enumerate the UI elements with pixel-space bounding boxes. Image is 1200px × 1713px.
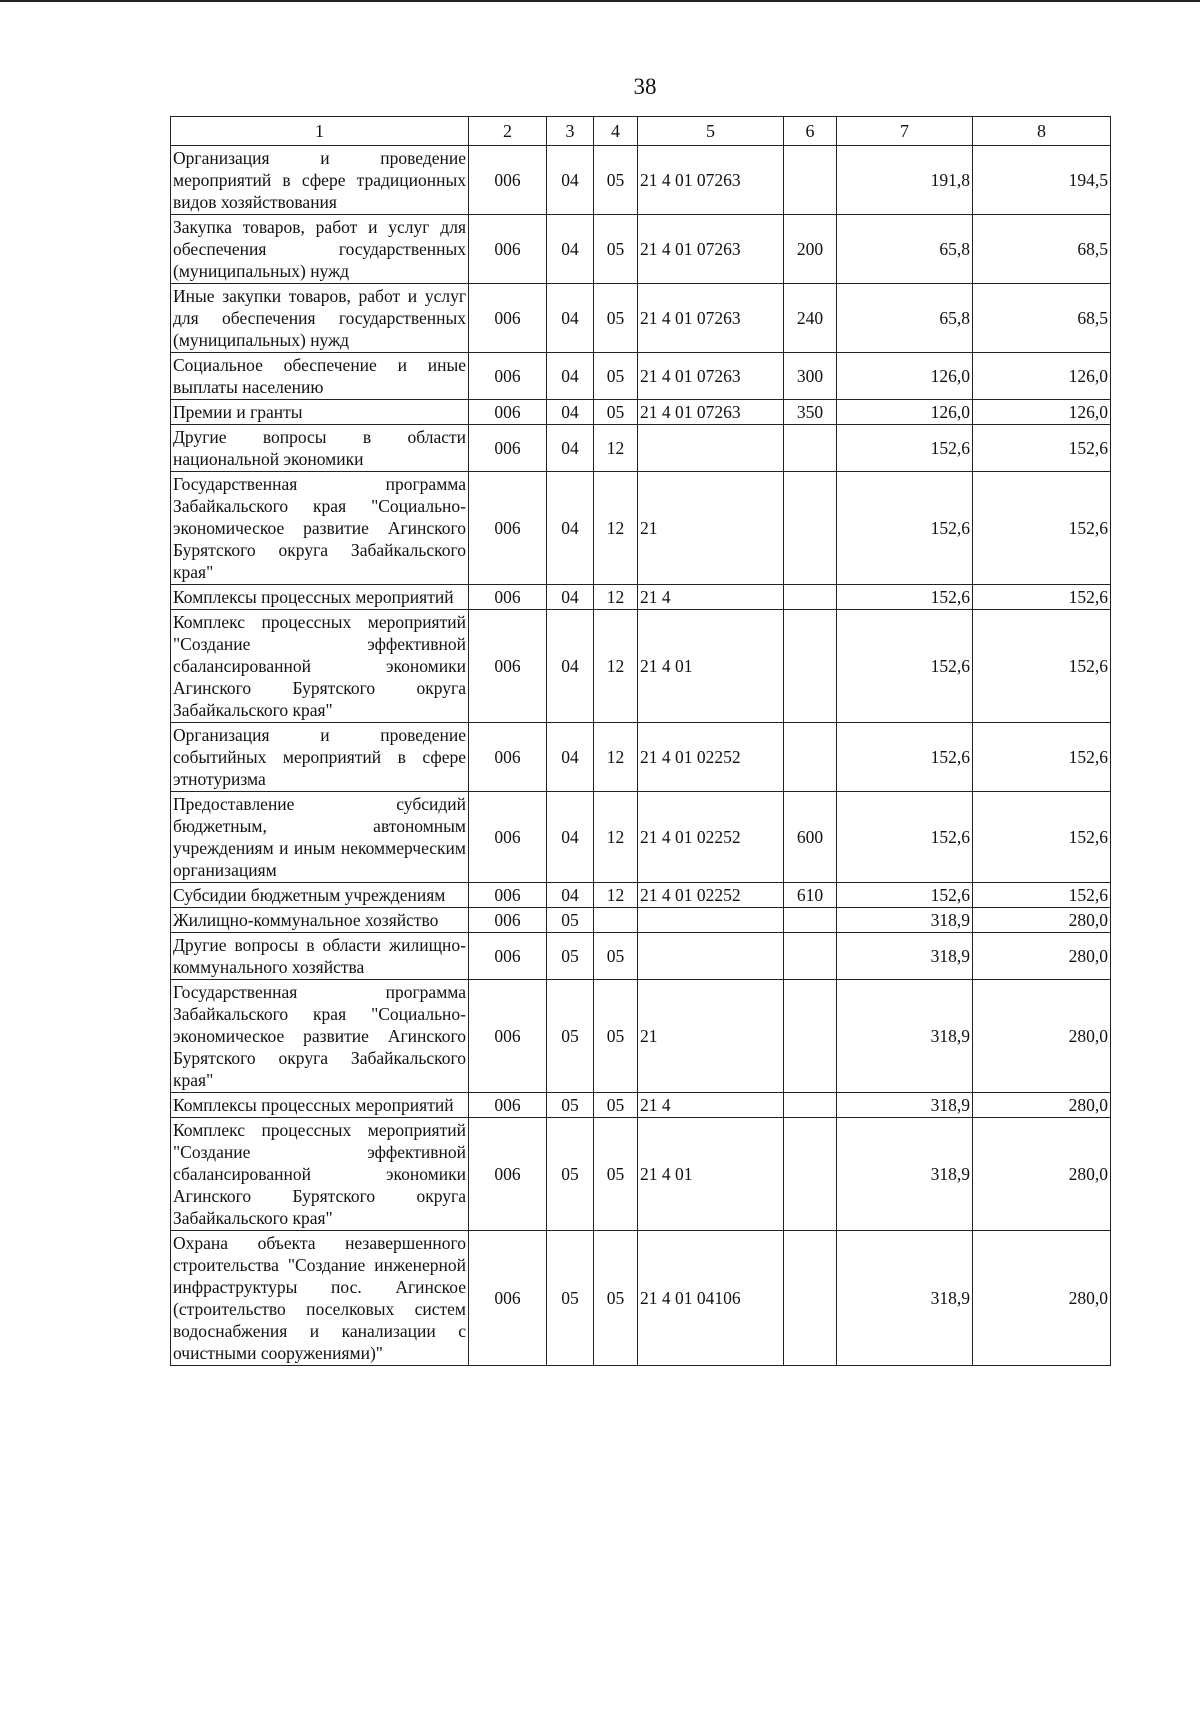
- cell-amount-col7: 152,6: [837, 610, 973, 723]
- cell-section-code: 05: [547, 933, 594, 980]
- cell-section-code: 04: [547, 723, 594, 792]
- cell-target-article: 21 4 01 07263: [638, 146, 784, 215]
- table-row: [171, 1118, 1111, 1231]
- row-description: Организация и проведение событийных мероприятий в сфере этнотуризма: [171, 723, 469, 792]
- cell-subsection-code: 05: [594, 1231, 638, 1366]
- table-row: [171, 723, 1111, 792]
- table-row: [171, 585, 1111, 610]
- cell-amount-col8: 152,6: [973, 472, 1111, 585]
- cell-target-article: [638, 933, 784, 980]
- row-description: Предоставление субсидий бюджетным, автономным учреждениям и иным некоммерческим организациям: [171, 792, 469, 883]
- cell-section-code: 04: [547, 610, 594, 723]
- table-row: [171, 425, 1111, 472]
- cell-target-article: [638, 425, 784, 472]
- cell-amount-col8: 280,0: [973, 1093, 1111, 1118]
- cell-amount-col7: 152,6: [837, 585, 973, 610]
- cell-section-code: 04: [547, 883, 594, 908]
- cell-target-article: 21: [638, 980, 784, 1093]
- cell-amount-col8: 152,6: [973, 792, 1111, 883]
- cell-amount-col8: 152,6: [973, 610, 1111, 723]
- row-description: Комплекс процессных мероприятий "Создание эффективной сбалансированной экономики Агинского Бурятского округа Забайкальского края": [171, 1118, 469, 1231]
- cell-target-article: 21 4: [638, 1093, 784, 1118]
- cell-subsection-code: 12: [594, 425, 638, 472]
- column-header: 3: [547, 117, 594, 146]
- cell-ministry-code: 006: [469, 353, 547, 400]
- row-description: Премии и гранты: [171, 400, 469, 425]
- cell-section-code: 05: [547, 1118, 594, 1231]
- cell-ministry-code: 006: [469, 908, 547, 933]
- cell-amount-col7: 126,0: [837, 353, 973, 400]
- cell-subsection-code: 05: [594, 215, 638, 284]
- cell-subsection-code: 12: [594, 610, 638, 723]
- cell-expense-type: [784, 1231, 837, 1366]
- cell-ministry-code: 006: [469, 980, 547, 1093]
- row-description: Комплекс процессных мероприятий "Создание эффективной сбалансированной экономики Агинского Бурятского округа Забайкальского края": [171, 610, 469, 723]
- table-row: [171, 792, 1111, 883]
- cell-ministry-code: 006: [469, 933, 547, 980]
- column-header: 4: [594, 117, 638, 146]
- cell-section-code: 05: [547, 1231, 594, 1366]
- column-header: 7: [837, 117, 973, 146]
- budget-table: [170, 116, 1111, 1366]
- cell-amount-col8: 126,0: [973, 400, 1111, 425]
- row-description: Комплексы процессных мероприятий: [171, 585, 469, 610]
- cell-amount-col7: 318,9: [837, 933, 973, 980]
- cell-subsection-code: 12: [594, 472, 638, 585]
- cell-amount-col8: 152,6: [973, 883, 1111, 908]
- cell-expense-type: [784, 585, 837, 610]
- cell-target-article: 21 4 01 02252: [638, 883, 784, 908]
- table-row: [171, 933, 1111, 980]
- table-row: [171, 400, 1111, 425]
- cell-expense-type: [784, 1118, 837, 1231]
- table-row: [171, 215, 1111, 284]
- cell-amount-col8: 152,6: [973, 425, 1111, 472]
- cell-ministry-code: 006: [469, 472, 547, 585]
- cell-ministry-code: 006: [469, 284, 547, 353]
- cell-subsection-code: 05: [594, 1118, 638, 1231]
- cell-section-code: 04: [547, 146, 594, 215]
- table-row: [171, 980, 1111, 1093]
- cell-target-article: 21 4 01 02252: [638, 723, 784, 792]
- cell-target-article: 21 4 01 07263: [638, 284, 784, 353]
- row-description: Государственная программа Забайкальского края "Социально-экономическое развитие Агинского Бурятского округа Забайкальского края": [171, 472, 469, 585]
- cell-ministry-code: 006: [469, 400, 547, 425]
- cell-amount-col8: 280,0: [973, 908, 1111, 933]
- row-description: Иные закупки товаров, работ и услуг для обеспечения государственных (муниципальных) нужд: [171, 284, 469, 353]
- cell-expense-type: [784, 980, 837, 1093]
- cell-subsection-code: 12: [594, 585, 638, 610]
- cell-section-code: 04: [547, 792, 594, 883]
- cell-section-code: 04: [547, 585, 594, 610]
- cell-subsection-code: 05: [594, 400, 638, 425]
- row-description: Другие вопросы в области жилищно-коммунального хозяйства: [171, 933, 469, 980]
- cell-amount-col7: 318,9: [837, 980, 973, 1093]
- row-description: Социальное обеспечение и иные выплаты населению: [171, 353, 469, 400]
- row-description: Другие вопросы в области национальной экономики: [171, 425, 469, 472]
- cell-expense-type: [784, 146, 837, 215]
- cell-target-article: 21 4 01 02252: [638, 792, 784, 883]
- row-description: Государственная программа Забайкальского края "Социально-экономическое развитие Агинского Бурятского округа Забайкальского края": [171, 980, 469, 1093]
- cell-expense-type: 200: [784, 215, 837, 284]
- cell-subsection-code: 05: [594, 933, 638, 980]
- cell-subsection-code: 05: [594, 980, 638, 1093]
- cell-target-article: [638, 908, 784, 933]
- cell-amount-col8: 152,6: [973, 723, 1111, 792]
- cell-section-code: 05: [547, 980, 594, 1093]
- table-row: [171, 353, 1111, 400]
- column-header: 5: [638, 117, 784, 146]
- cell-ministry-code: 006: [469, 215, 547, 284]
- row-description: Закупка товаров, работ и услуг для обеспечения государственных (муниципальных) нужд: [171, 215, 469, 284]
- table-header-row: [171, 117, 1111, 146]
- cell-amount-col8: 280,0: [973, 1231, 1111, 1366]
- table-row: [171, 284, 1111, 353]
- column-header: 8: [973, 117, 1111, 146]
- cell-expense-type: [784, 933, 837, 980]
- cell-amount-col7: 65,8: [837, 284, 973, 353]
- table-row: [171, 1093, 1111, 1118]
- cell-expense-type: 350: [784, 400, 837, 425]
- cell-target-article: 21 4: [638, 585, 784, 610]
- cell-expense-type: 300: [784, 353, 837, 400]
- cell-amount-col8: 280,0: [973, 933, 1111, 980]
- cell-expense-type: [784, 1093, 837, 1118]
- cell-ministry-code: 006: [469, 1118, 547, 1231]
- cell-target-article: 21: [638, 472, 784, 585]
- column-header: 2: [469, 117, 547, 146]
- cell-subsection-code: 12: [594, 723, 638, 792]
- cell-subsection-code: 05: [594, 146, 638, 215]
- cell-expense-type: [784, 908, 837, 933]
- cell-ministry-code: 006: [469, 585, 547, 610]
- cell-ministry-code: 006: [469, 425, 547, 472]
- row-description: Субсидии бюджетным учреждениям: [171, 883, 469, 908]
- cell-amount-col8: 152,6: [973, 585, 1111, 610]
- cell-target-article: 21 4 01: [638, 610, 784, 723]
- cell-amount-col7: 152,6: [837, 792, 973, 883]
- cell-ministry-code: 006: [469, 1093, 547, 1118]
- cell-expense-type: 240: [784, 284, 837, 353]
- cell-amount-col7: 126,0: [837, 400, 973, 425]
- cell-subsection-code: 12: [594, 792, 638, 883]
- row-description: Охрана объекта незавершенного строительства "Создание инженерной инфраструктуры пос. Агинское (строительство поселковых систем водоснабжения и канализации с очистными сооружениями)": [171, 1231, 469, 1366]
- cell-amount-col7: 318,9: [837, 1093, 973, 1118]
- cell-subsection-code: [594, 908, 638, 933]
- cell-amount-col7: 152,6: [837, 472, 973, 585]
- cell-amount-col7: 152,6: [837, 723, 973, 792]
- cell-expense-type: [784, 723, 837, 792]
- cell-subsection-code: 05: [594, 284, 638, 353]
- row-description: Комплексы процессных мероприятий: [171, 1093, 469, 1118]
- cell-section-code: 05: [547, 908, 594, 933]
- cell-section-code: 04: [547, 400, 594, 425]
- top-border-line: [0, 0, 1200, 2]
- table-body: [171, 146, 1111, 1366]
- cell-section-code: 04: [547, 215, 594, 284]
- cell-subsection-code: 05: [594, 1093, 638, 1118]
- cell-section-code: 05: [547, 1093, 594, 1118]
- cell-expense-type: [784, 472, 837, 585]
- table-row: [171, 610, 1111, 723]
- cell-expense-type: [784, 610, 837, 723]
- cell-subsection-code: 12: [594, 883, 638, 908]
- cell-amount-col7: 318,9: [837, 1118, 973, 1231]
- table-row: [171, 146, 1111, 215]
- cell-amount-col8: 68,5: [973, 284, 1111, 353]
- table-row: [171, 908, 1111, 933]
- cell-expense-type: 610: [784, 883, 837, 908]
- table-row: [171, 883, 1111, 908]
- cell-section-code: 04: [547, 353, 594, 400]
- cell-amount-col7: 152,6: [837, 425, 973, 472]
- cell-target-article: 21 4 01 04106: [638, 1231, 784, 1366]
- cell-amount-col8: 280,0: [973, 980, 1111, 1093]
- column-header: 1: [171, 117, 469, 146]
- cell-ministry-code: 006: [469, 610, 547, 723]
- table-row: [171, 1231, 1111, 1366]
- cell-ministry-code: 006: [469, 1231, 547, 1366]
- column-header: 6: [784, 117, 837, 146]
- cell-amount-col8: 194,5: [973, 146, 1111, 215]
- cell-target-article: 21 4 01: [638, 1118, 784, 1231]
- cell-amount-col8: 68,5: [973, 215, 1111, 284]
- cell-expense-type: 600: [784, 792, 837, 883]
- cell-expense-type: [784, 425, 837, 472]
- row-description: Жилищно-коммунальное хозяйство: [171, 908, 469, 933]
- cell-target-article: 21 4 01 07263: [638, 353, 784, 400]
- cell-section-code: 04: [547, 472, 594, 585]
- page-number: 38: [633, 74, 657, 99]
- cell-subsection-code: 05: [594, 353, 638, 400]
- cell-amount-col8: 280,0: [973, 1118, 1111, 1231]
- cell-ministry-code: 006: [469, 792, 547, 883]
- cell-amount-col8: 126,0: [973, 353, 1111, 400]
- table-row: [171, 472, 1111, 585]
- cell-ministry-code: 006: [469, 723, 547, 792]
- cell-amount-col7: 191,8: [837, 146, 973, 215]
- cell-target-article: 21 4 01 07263: [638, 215, 784, 284]
- cell-amount-col7: 65,8: [837, 215, 973, 284]
- cell-ministry-code: 006: [469, 883, 547, 908]
- cell-ministry-code: 006: [469, 146, 547, 215]
- cell-section-code: 04: [547, 425, 594, 472]
- cell-section-code: 04: [547, 284, 594, 353]
- row-description: Организация и проведение мероприятий в сфере традиционных видов хозяйствования: [171, 146, 469, 215]
- cell-amount-col7: 318,9: [837, 1231, 973, 1366]
- cell-amount-col7: 152,6: [837, 883, 973, 908]
- cell-target-article: 21 4 01 07263: [638, 400, 784, 425]
- cell-amount-col7: 318,9: [837, 908, 973, 933]
